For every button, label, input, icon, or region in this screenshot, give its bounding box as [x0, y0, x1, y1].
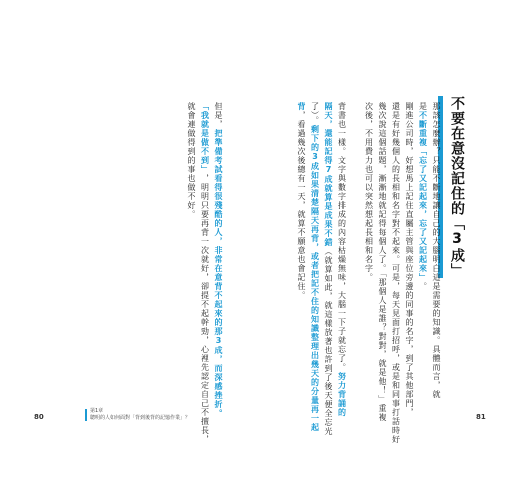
running-footer	[90, 408, 190, 422]
body-text: 就會連做得到的事也做不好。	[187, 102, 196, 219]
page-number-right: 81	[476, 413, 486, 421]
text-column	[403, 102, 415, 417]
body-text: 。	[418, 282, 428, 291]
highlighted-text: 努力背誦的	[337, 372, 347, 417]
text-column	[295, 102, 307, 300]
footer-subtitle: 聰明的人如何面對「背到後背的記憶作業」？	[90, 415, 191, 421]
text-column	[390, 102, 402, 444]
body-text: 次後，不用費力也可以突然想起長相和名字。	[364, 102, 374, 282]
section-title	[438, 96, 465, 278]
text-column	[309, 102, 321, 432]
body-text: 幾次說這個話題，漸漸地就記得每個人了。「那個人是誰？對對，就是他！」重複	[378, 102, 387, 422]
body-text: 背書也一樣。文字與數字排成的內容枯燥無味，大腦一下子就忘了。	[337, 102, 347, 372]
footer-chapter: 第1章	[90, 408, 104, 414]
body-text: 那該怎麼辦？只能不斷地讓自己的大腦明白這是需要的知識。具體而言，就	[432, 102, 441, 399]
text-column	[376, 102, 388, 422]
footer-accent-bar	[85, 409, 87, 421]
text-column	[322, 102, 334, 436]
text-column	[363, 102, 375, 282]
text-column	[430, 102, 442, 399]
text-column	[417, 102, 429, 291]
highlighted-text: 不斷重複「忘了又記起來，忘了又記起來」	[418, 111, 428, 282]
highlighted-text: 背	[297, 102, 306, 111]
body-text: 是	[418, 102, 428, 111]
text-column	[185, 102, 197, 219]
highlighted-text: 剩下的3成如果清楚隔天再背，或者把記不住的知識整理出幾天的分量再一起	[310, 125, 320, 432]
body-text: （就算如此，就這樣放著也許到了後天便全忘光	[324, 247, 333, 436]
highlighted-text: 「我就是做不到」	[200, 102, 210, 174]
text-column	[336, 102, 348, 417]
highlighted-text: 把準備考試看得很殘酷的人，非常在意背不起來的那3成，而深感挫折。	[214, 129, 223, 418]
body-text: ，明明只要再背一次就好，卻提不起幹勁，心裡先認定自己不擅長，	[200, 174, 210, 444]
page-number-left: 80	[34, 413, 44, 421]
body-text: 剛進公司時，好想馬上記住直屬主管與座位旁邊的同事的名字，到了其他部門，	[405, 102, 414, 417]
body-text: 但是，	[214, 102, 223, 129]
body-text: 還是有好幾個人的長相和名字對不起來。可是，每天見面打招呼，或是和同事打話時好	[391, 102, 401, 444]
text-column	[212, 102, 224, 418]
section-title-text: 不要在意沒記住的「3成」	[449, 96, 465, 278]
body-text: ，看過幾次後總有一天，就算不願意也會記住。	[297, 111, 306, 300]
highlighted-text: 隔天，還能記得7成就算是成果不錯	[324, 102, 333, 247]
text-column	[199, 102, 211, 444]
body-text: 了）。	[310, 102, 320, 125]
